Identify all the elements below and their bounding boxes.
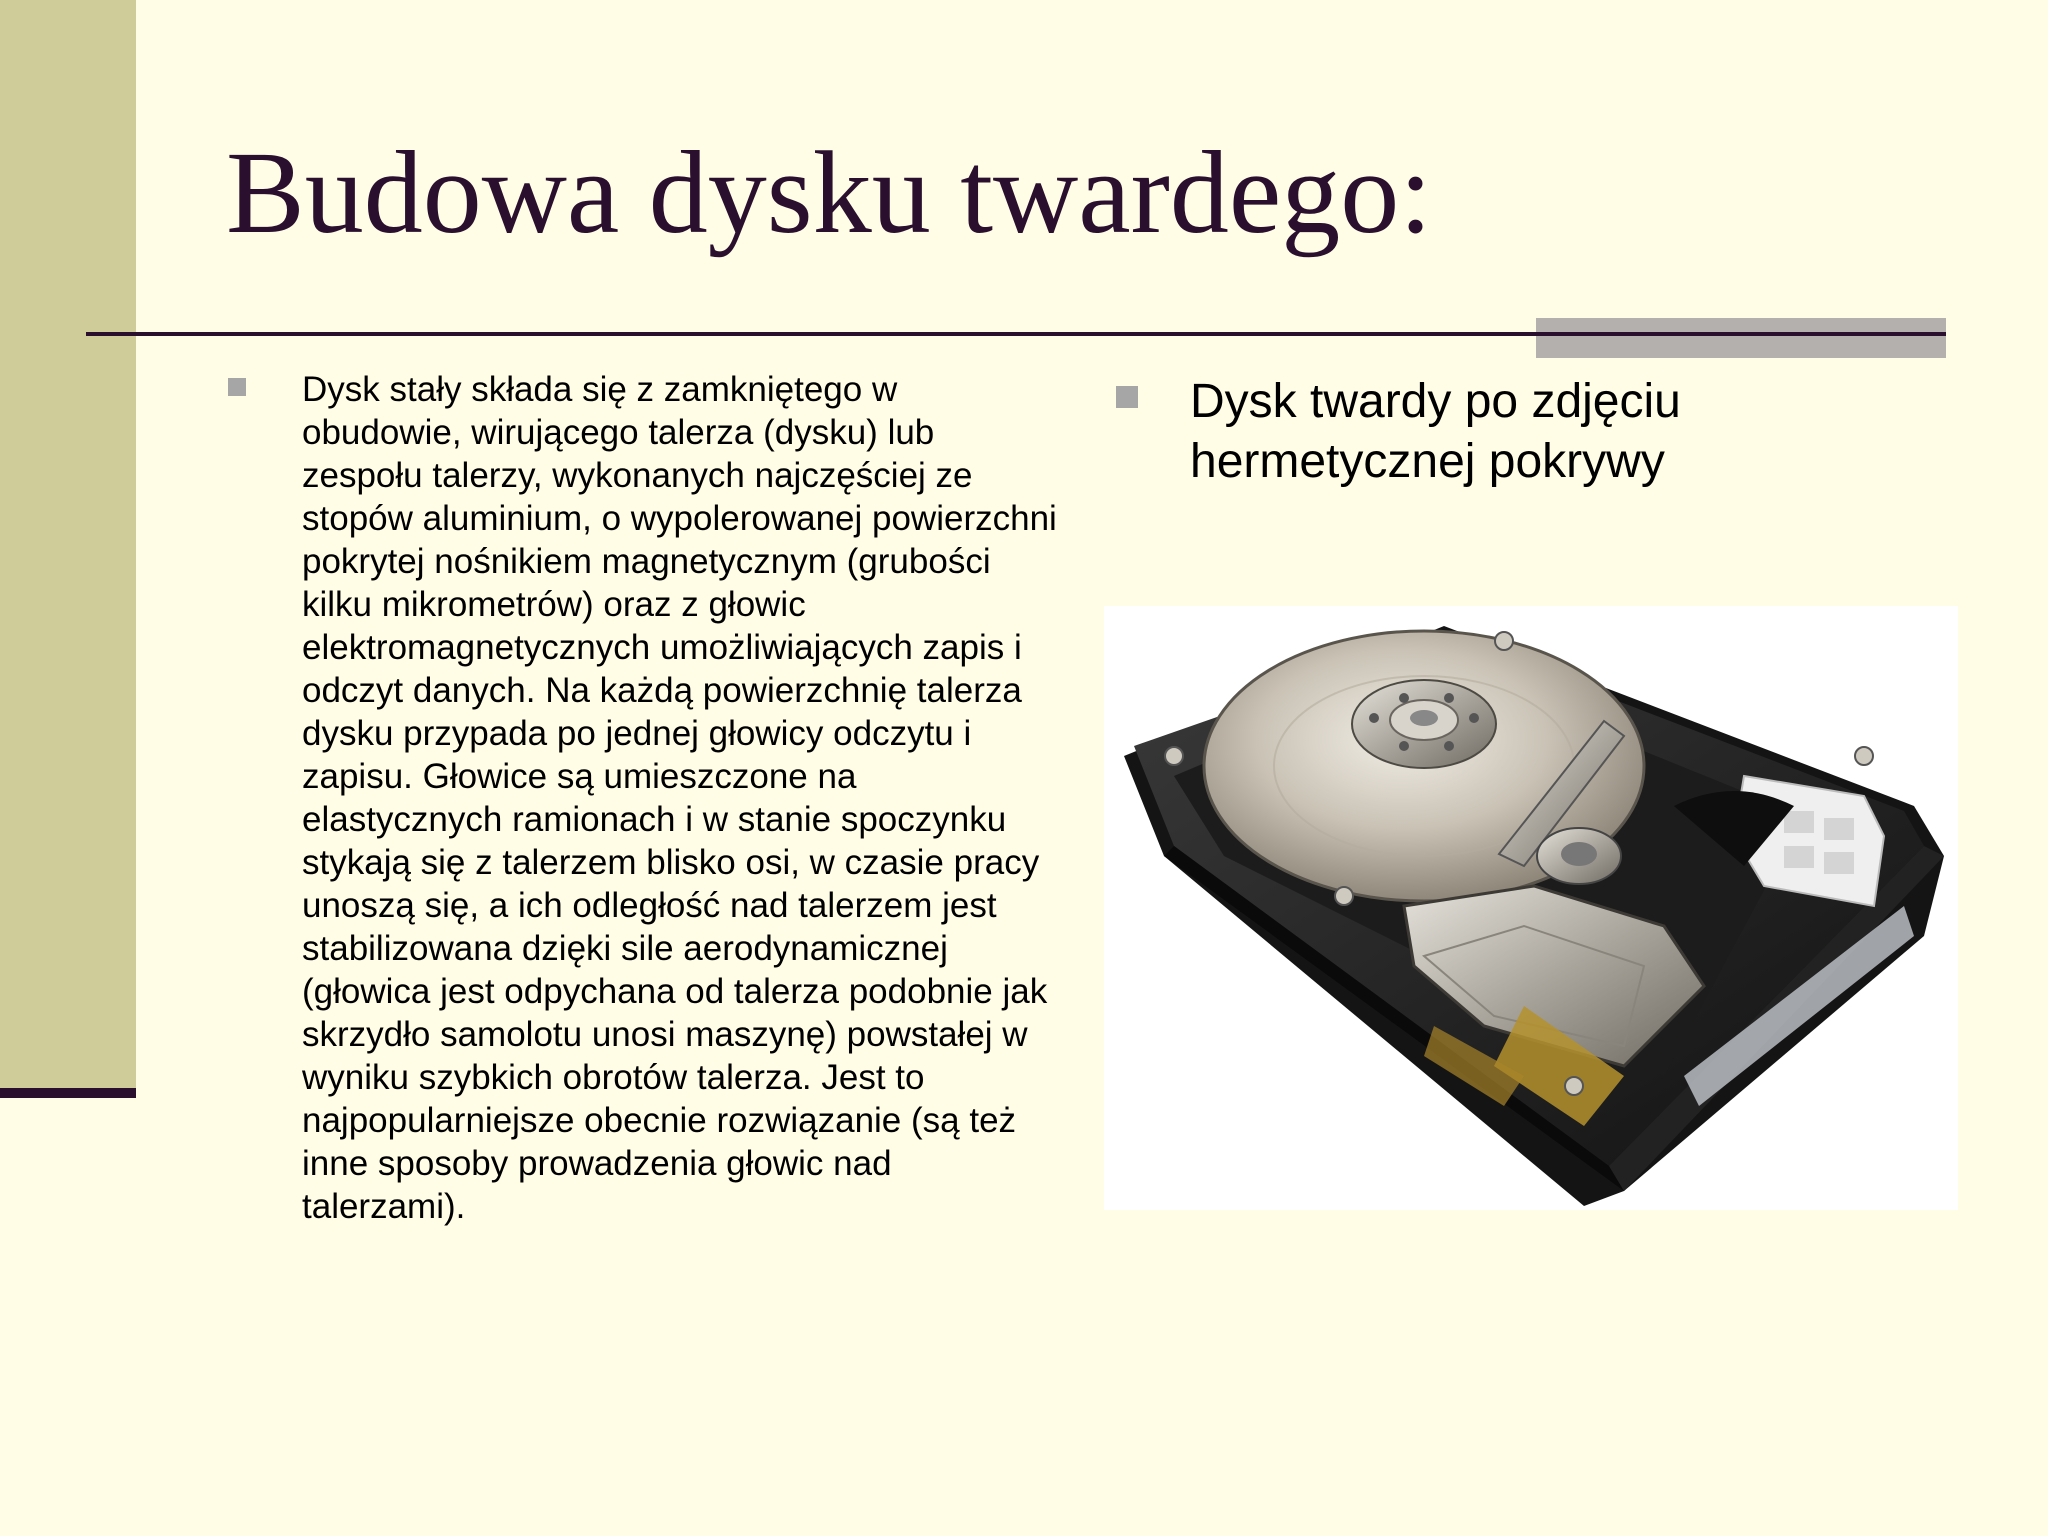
slide-title: Budowa dysku twardego: [226,127,1433,258]
title-divider-line-overlay [1536,332,1946,336]
right-bullet-text: Dysk twardy po zdjęciu hermetycznej pokrywy [1190,375,1681,488]
title-divider-block [1536,318,1946,358]
hard-drive-photo [1104,606,1958,1210]
left-bullet-text: Dysk stały składa się z zamkniętego w obudowie, wirującego talerza (dysku) lub zespołu talerzy, wykonanych najczęściej ze stopów aluminium, o wypolerowanej powierzchni pokrytej nośnikiem magnetycznym (grubości kilku mikrometrów) oraz z głowic elektromagnetycznych umożliwiających zapis i odczyt danych. Na każdą powierzchnię talerza dysku przypada po jednej głowicy odczytu i zapisu. Głowice są umieszczone na elastycznych ramionach i w stanie spoczynku stykają się z talerzem blisko osi, w czasie pracy unoszą się, a ich odległość nad talerzem jest stabilizowana dzięki sile aerodynamicznej (głowica jest odpychana od talerza podobnie jak skrzydło samolotu unosi maszynę) powstałej w wyniku szybkich obrotów talerza. Jest to najpopularniejsze obecnie rozwiązanie (są też inne sposoby prowadzenia głowic nad talerzami). [302,370,1057,1226]
left-accent-band-edge [0,1088,136,1098]
left-accent-band [0,0,136,1088]
bullet-square-icon [1116,386,1138,408]
bullet-square-icon [228,378,246,396]
